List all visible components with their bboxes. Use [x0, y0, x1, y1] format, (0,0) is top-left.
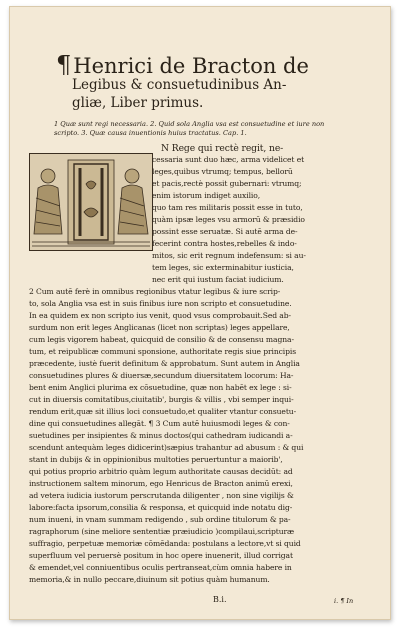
paragraph-line: consuetudines plures & diuersæ,secundum diuersitatem locorum: Ha-	[29, 371, 294, 380]
paragraph-line: cum legis vigorem habeat, quicquid de consilio & de consensu magna-	[29, 335, 294, 344]
paragraph-line: instructionem saltem minorum, ego Henricus de Bracton animū erexi,	[29, 479, 293, 488]
paragraph-line: tem leges, sic exterminabitur iusticia,	[152, 263, 294, 272]
title-line-2: Legibus & consuetudinibus An-	[72, 77, 287, 93]
book-page	[9, 6, 391, 620]
paragraph-line: cut in diuersis comitatibus,ciuitatib', burgis & villis , vbi semper inqui-	[29, 395, 294, 404]
paragraph-line: tum, et reipublicæ communi sponsione, authoritate regis siue principis	[29, 347, 296, 356]
paragraph-line: mitos, sic erit regnum indefensum: si au-	[152, 251, 306, 260]
paragraph-line: suffragio, perpetuæ memoriæ cōmēdanda: postulans a lectore,vt si quid	[29, 539, 301, 548]
paragraph-line: 2 Cum autē ferè in omnibus regionibus vtatur legibus & iure scrip-	[29, 287, 281, 296]
contents-line-2: scripto. 3. Quæ causa inuentionis huius tractatus. Cap. 1.	[54, 128, 247, 137]
page-title: ¶Henrici de Bracton de	[56, 51, 309, 79]
paragraph-line: superfluum vel peruersè positum in hoc opere inuenerit, illud corrigat	[29, 551, 293, 560]
paragraph-line: leges,quibus vtrumq; tempus, bellorū	[152, 167, 293, 176]
paragraph-line: fecerint contra hostes,rebelles & indo-	[152, 239, 297, 248]
signature-mark: B.i.	[213, 595, 227, 604]
paragraph-line: cessaria sunt duo hæc, arma videlicet et	[152, 155, 305, 164]
paragraph-line: surdum non erit leges Anglicanas (licet non scriptas) leges appellare,	[29, 323, 290, 332]
contents-line-1: 1 Quæ sunt regi necessaria. 2. Quid sola Anglia vsa est consuetudine et iure non	[54, 120, 325, 128]
woodcut-initial-illustration	[29, 153, 153, 251]
woodcut-figures-icon	[30, 154, 152, 250]
paragraph-line: bent enim Anglici plurima ex cōsuetudine, quæ non habēt ex lege : si-	[29, 383, 292, 392]
paragraph-line: scendunt antequàm leges didicerint)sæpius trahantur ad abusum : & qui	[29, 443, 304, 452]
paragraph-line: quo tam res militaris possit esse in tuto,	[152, 203, 303, 212]
paragraph-line: to, sola Anglia vsa est in suis finibus iure non scripto et consuetudine.	[29, 299, 292, 308]
paragraph-line: num inueni, in vnam summam redigendo , sub ordine titulorum & pa-	[29, 515, 291, 524]
catchword: i. ¶ In	[334, 597, 354, 605]
paragraph-line: ad vetera iudicia iustorum perscrutanda diligenter , non sine vigilijs &	[29, 491, 294, 500]
paragraph-line: suetudines per insipientes & minus doctos(qui cathedram iudicandi a-	[29, 431, 293, 440]
title-line-3: gliæ, Liber primus.	[72, 95, 204, 111]
paragraph-line: et pacis,rectè possit gubernari: vtrumq;	[152, 179, 302, 188]
paragraph-line: N Rege qui rectè regit, ne-	[161, 143, 284, 154]
paragraph-line: præcedente, iustè fuerit definitum & approbatum. Sunt autem in Anglia	[29, 359, 300, 368]
paragraph-line: quàm ipsæ leges vsu armorū & præsidio	[152, 215, 305, 224]
paragraph-line: ragraphorum (sine meliore sententiæ præiudicio )compilaui,scripturæ	[29, 527, 295, 536]
paragraph-line: memoria,& in nullo peccare,diuinum sit potius quàm humanum.	[29, 575, 270, 584]
paragraph-line: possint esse seruatæ. Si autē arma de-	[152, 227, 298, 236]
chapter-contents	[54, 120, 324, 138]
paragraph-line: labore:facta ipsorum,consilia & responsa, et quicquid inde notatu dig-	[29, 503, 293, 512]
paragraph-line: rendum erit,quæ sit illius loci consuetudo,et qualiter vtantur consuetu-	[29, 407, 297, 416]
paragraph-line: & emendet,vel conniuentibus oculis pertranseat,cùm omnia habere in	[29, 563, 292, 572]
pilcrow-icon: ¶	[56, 51, 72, 79]
paragraph-line: enim istorum indiget auxilio,	[152, 191, 261, 200]
paragraph-line: dine qui consuetudines allegāt. ¶ 3 Cum autē huiusmodi leges & con-	[29, 419, 290, 428]
paragraph-line: qui potius proprio arbitrio quàm legum authoritate causas decidūt: ad	[29, 467, 293, 476]
paragraph-line: nec erit qui iustum faciat iudicium.	[152, 275, 284, 284]
paragraph-line: In ea quidem ex non scripto ius venit, quod vsus comprobauit.Sed ab-	[29, 311, 291, 320]
paragraph-line: stant in dubijs & in oppinionibus multoties peruertuntur a maiorib',	[29, 455, 283, 464]
